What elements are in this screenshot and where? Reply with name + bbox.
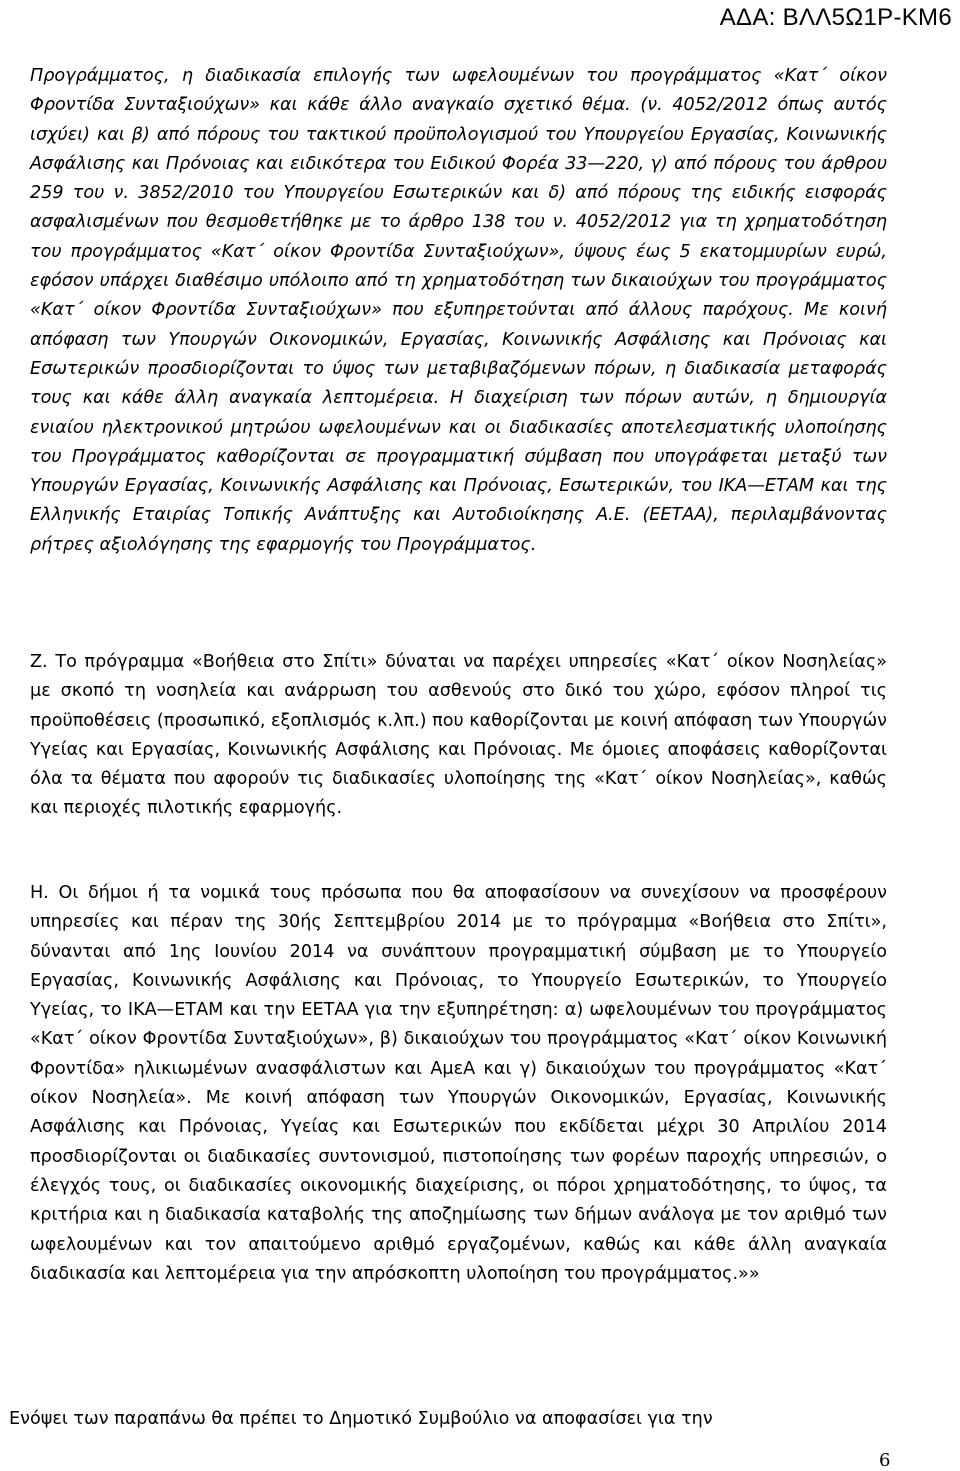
paragraph-z: Ζ. Το πρόγραμμα «Βοήθεια στο Σπίτι» δύναται να παρέχει υπηρεσίες «Κατ΄ οίκον Νοσηλείας» με σκοπό τη νοσηλεία και ανάρρωση του ασθενούς στο δικό του χώρο, εφόσον πληροί τις προϋποθέσεις (προσωπικό, εξοπλισμός κ.λπ.) που καθορίζονται με κοινή απόφαση των Υπουργών Υγείας και Εργασίας, Κοινωνικής Ασφάλισης και Πρόνοιας. Με όμοιες αποφάσεις καθορίζονται όλα τα θέματα που αφορούν τις διαδικασίες υλοποίησης της «Κατ΄ οίκον Νοσηλείας», καθώς και περιοχές πιλοτικής εφαρμογής. bbox=[30, 652, 887, 819]
paragraph-funding: Προγράμματος, η διαδικασία επιλογής των ωφελουμένων του προγράμματος «Κατ΄ οίκον Φροντίδα Συνταξιούχων» και κάθε άλλο αναγκαίο σχετικό θέμα. (ν. 4052/2012 όπως αυτός ισχύει) και β) από πόρους του τακτικού προϋπολογισμού του Υπουργείου Εργασίας, Κοινωνικής Ασφάλισης και Πρόνοιας και ειδικότερα του Ειδικού Φορέα 33—220, γ) από πόρους του άρθρου 259 του ν. 3852/2010 του Υπουργείου Εσωτερικών και δ) από πόρους της ειδικής εισφοράς ασφαλισμένων που θεσμοθετήθηκε με το άρθρο 138 του ν. 4052/2012 για τη χρηματοδότηση του προγράμματος «Κατ΄ οίκον Φροντίδα Συνταξιούχων», ύψους έως 5 εκατομμυρίων ευρώ, εφόσον υπάρχει διαθέσιμο υπόλοιπο από τη χρηματοδότηση των δικαιούχων του προγράμματος «Κατ΄ οίκον Φροντίδα Συνταξιούχων» που εξυπηρετούνται από άλλους παρόχους. Με κοινή απόφαση των Υπουργών Οικονομικών, Εργασίας, Κοινωνικής Ασφάλισης και Πρόνοιας και Εσωτερικών προσδιορίζονται το ύψος των μεταβιβαζόμενων πόρων, η διαδικασία μεταφοράς τους και κάθε άλλη αναγκαία λεπτομέρεια. Η διαχείριση των πόρων αυτών, η δημιουργία ενιαίου ηλεκτρονικού μητρώου ωφελουμένων και οι διαδικασίες αποτελεσματικής υλοποίησης του Προγράμματος καθορίζονται σε προγραμματική σύμβαση που υπογράφεται μεταξύ των Υπουργών Εργασίας, Κοινωνικής Ασφάλισης και Πρόνοιας, Εσωτερικών, του ΙΚΑ—ΕΤΑΜ και της Ελληνικής Εταιρίας Τοπικής Ανάπτυξης και Αυτοδιοίκησης Α.Ε. (ΕΕΤΑΑ), περιλαμβάνοντας ρήτρες αξιολόγησης της εφαρμογής του Προγράμματος. bbox=[30, 66, 887, 555]
page-number: 6 bbox=[879, 1450, 891, 1471]
closing-line: Ενόψει των παραπάνω θα πρέπει το Δημοτικό Συμβούλιο να αποφασίσει για την bbox=[9, 1409, 713, 1429]
ada-code: ΑΔΑ: ΒΛΛ5Ω1Ρ-ΚΜ6 bbox=[719, 4, 952, 31]
paragraph-h: Η. Οι δήμοι ή τα νομικά τους πρόσωπα που θα αποφασίσουν να συνεχίσουν να προσφέρουν υπηρεσίες και πέραν της 30ής Σεπτεμβρίου 2014 με το πρόγραμμα «Βοήθεια στο Σπίτι», δύνανται από 1ης Ιουνίου 2014 να συνάπτουν προγραμματική σύμβαση με το Υπουργείο Εργασίας, Κοινωνικής Ασφάλισης και Πρόνοιας, το Υπουργείο Εσωτερικών, το Υπουργείο Υγείας, το ΙΚΑ—ΕΤΑΜ και την ΕΕΤΑΑ για την εξυπηρέτηση: α) ωφελουμένων του προγράμματος «Κατ΄ οίκον Φροντίδα Συνταξιούχων», β) δικαιούχων του προγράμματος «Κατ΄ οίκον Κοινωνική Φροντίδα» ηλικιωμένων ανασφάλιστων και ΑμεΑ και γ) δικαιούχων του προγράμματος «Κατ΄ οίκον Νοσηλεία». Με κοινή απόφαση των Υπουργών Οικονομικών, Εργασίας, Κοινωνικής Ασφάλισης και Πρόνοιας, Υγείας και Εσωτερικών που εκδίδεται μέχρι 30 Απριλίου 2014 προσδιορίζονται οι διαδικασίες συντονισμού, πιστοποίησης των φορέων παροχής υπηρεσιών, ο έλεγχός τους, οι διαδικασίες οικονομικής διαχείρισης, οι πόροι χρηματοδότησης, το ύψος, τα κριτήρια και η διαδικασία καταβολής της αποζημίωσης των δήμων ανάλογα με τον αριθμό των ωφελουμένων και τον απαιτούμενο αριθμό εργαζομένων, καθώς και κάθε άλλη αναγκαία διαδικασία και λεπτομέρεια για την απρόσκοπτη υλοποίηση του προγράμματος.»» bbox=[30, 883, 887, 1284]
